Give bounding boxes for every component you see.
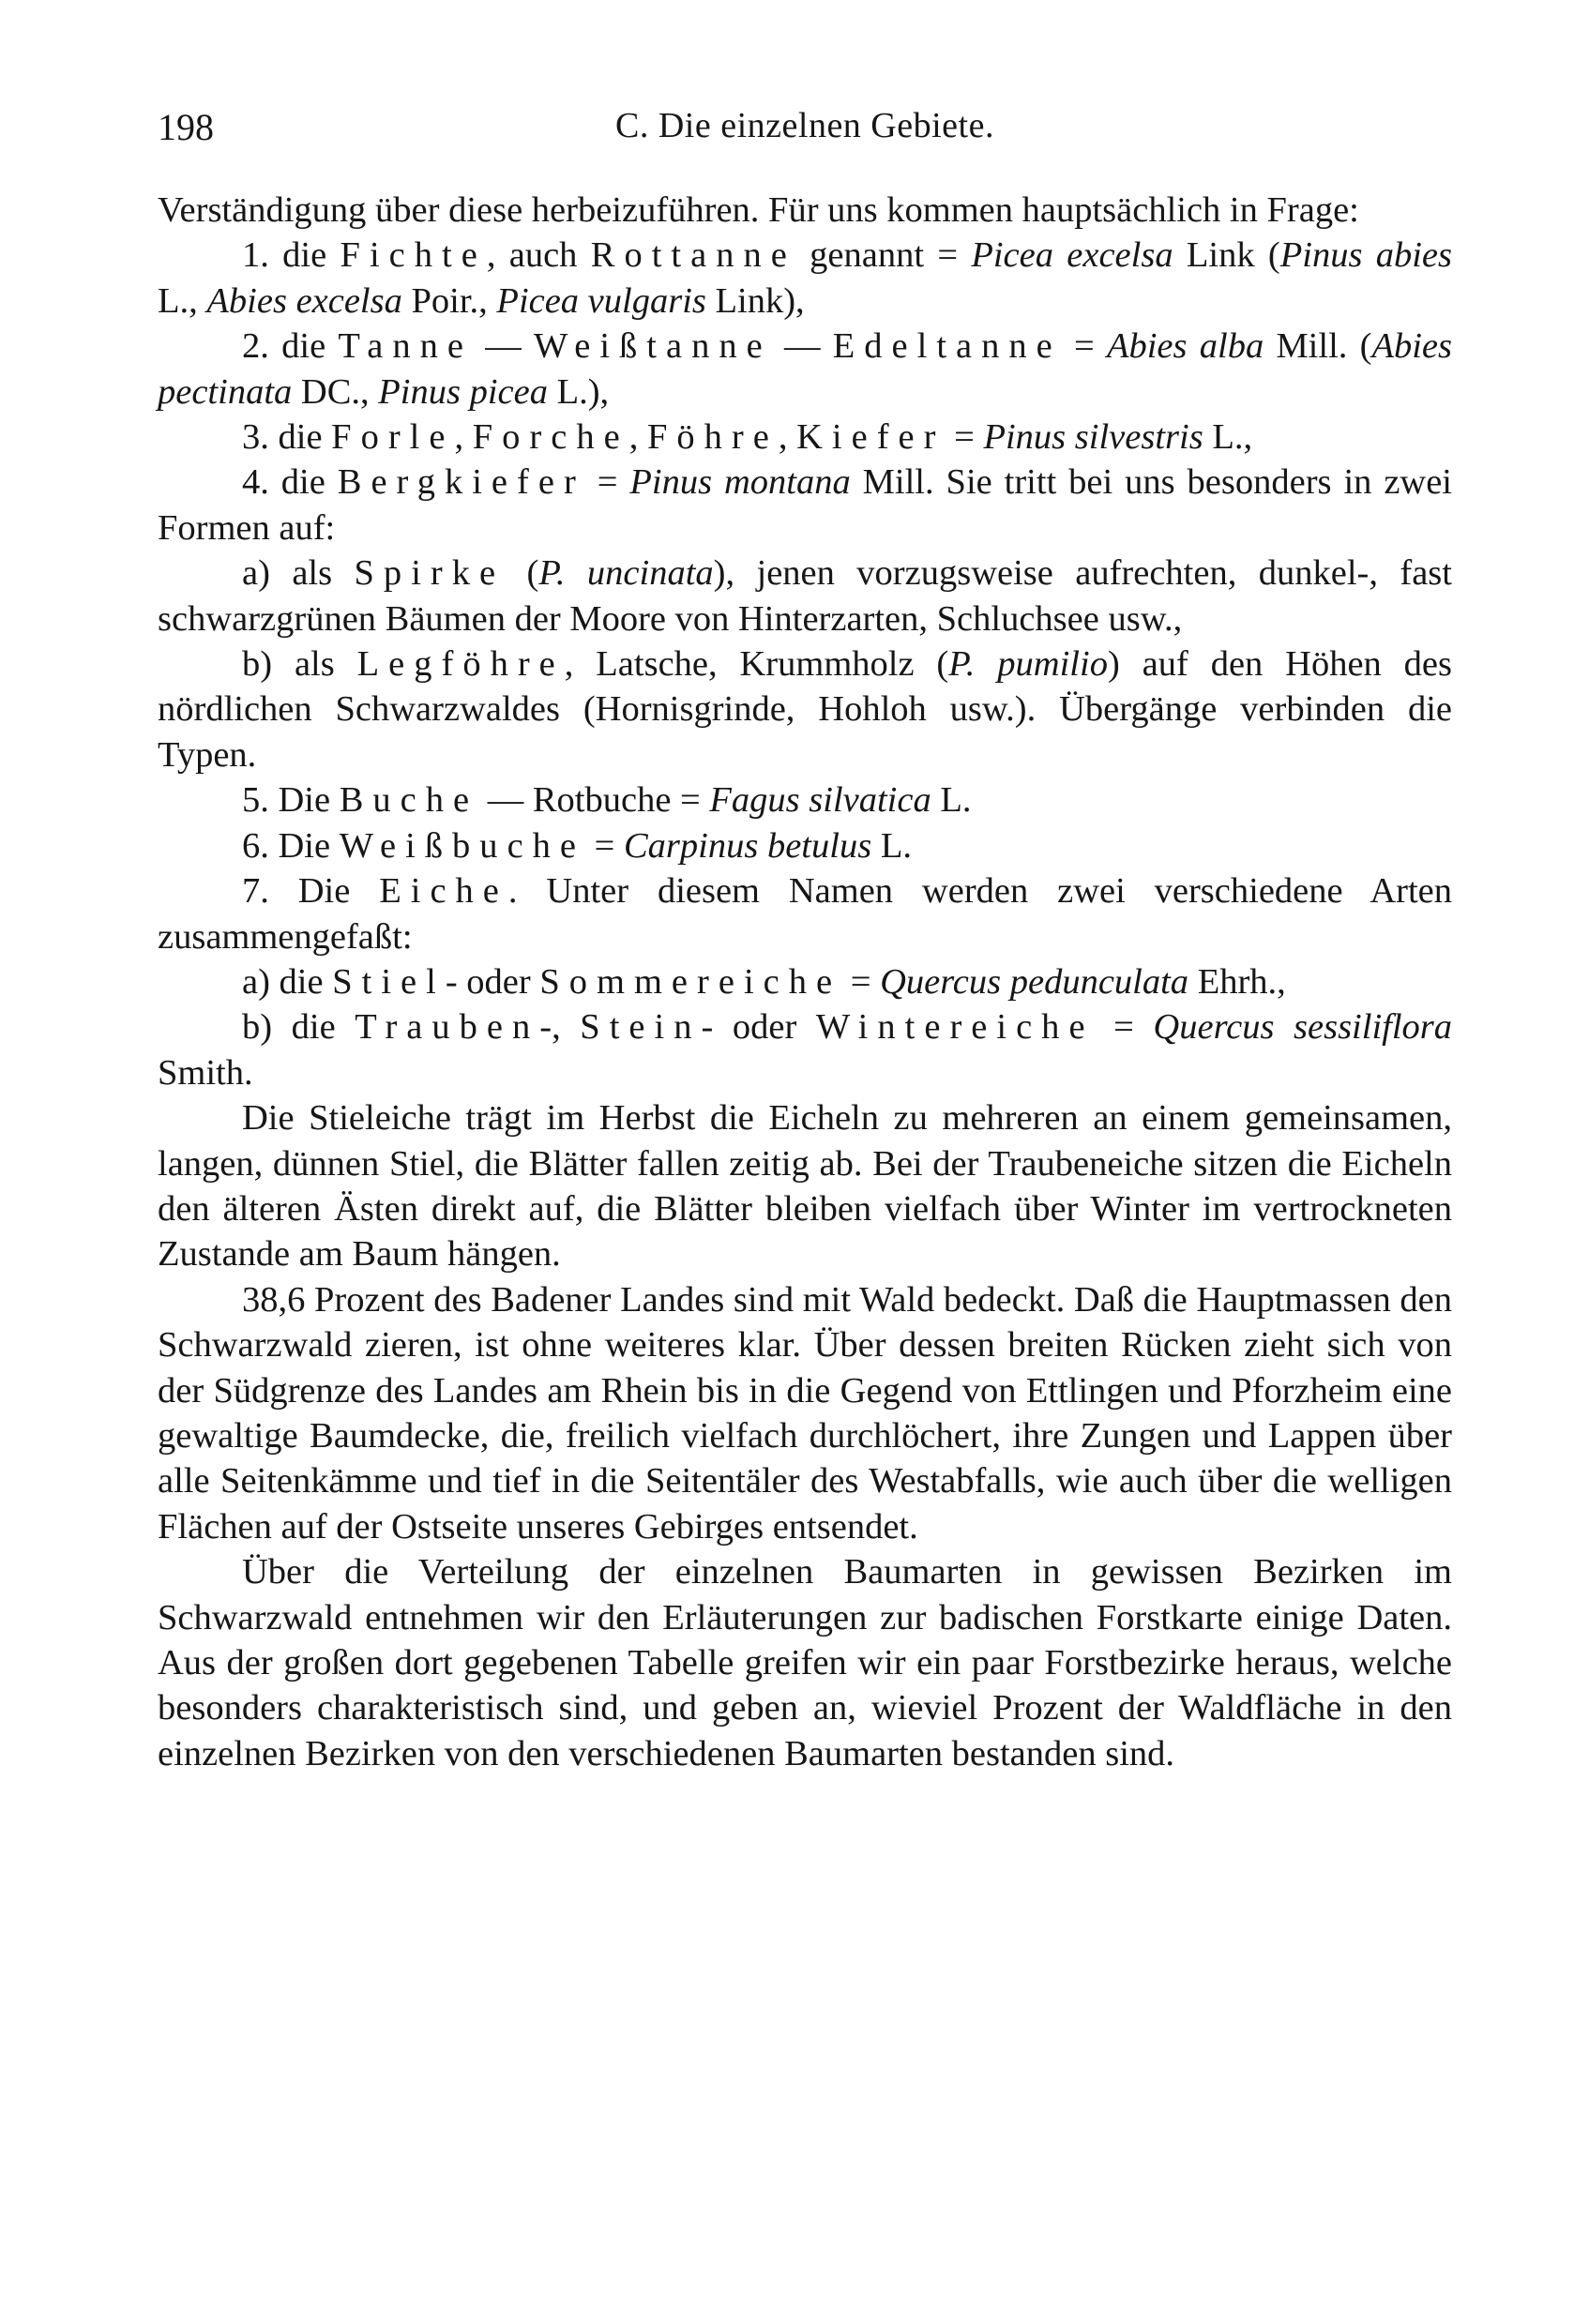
paragraph <box>158 641 1461 777</box>
text-run: — <box>472 326 534 367</box>
text-run: = <box>1061 326 1107 367</box>
spaced-term: Sommereiche <box>539 961 842 1002</box>
text-run: = <box>584 462 630 503</box>
text-run: 5. Die <box>242 780 340 821</box>
body-text <box>158 188 1461 1776</box>
paragraph <box>158 959 1452 1004</box>
paragraph <box>158 324 1461 415</box>
spaced-term: Forche <box>472 417 629 458</box>
spaced-term: Stein <box>580 1007 702 1048</box>
text-run: b) die <box>242 1007 356 1048</box>
spaced-term: Bergkiefer <box>337 462 585 503</box>
text-run: Smith. <box>158 1007 1461 1093</box>
latin-name: Abies pectinata <box>158 326 1461 412</box>
text-run: = <box>585 825 624 866</box>
spaced-term: Spirke <box>354 553 506 594</box>
paragraph <box>158 1549 1461 1776</box>
paragraph <box>158 233 1461 324</box>
latin-name: Abies alba <box>1106 326 1264 367</box>
latin-name: Quercus sessiliflora <box>1153 1007 1453 1048</box>
text-run: 1. die <box>242 235 341 276</box>
text-run: ), jenen vorzugsweise aufrechten, dunkel-, fast schwarzgrünen Bäumen der Moore von Hinterzarten, Schluchsee usw., <box>158 553 1461 639</box>
latin-name: Abies excelsa <box>206 280 402 321</box>
text-run: 38,6 Prozent des Badener Landes sind mit Wald bedeckt. Daß die Hauptmassen den Schwarzwald zieren, ist ohne weiteres klar. Über dessen breiten Rücken zieht sich von der Südgrenze des Landes am Rhein bis in die Gegend von Ettlingen und Pforzheim eine gewaltige Baumdecke, die, freilich vielfach durchlöchert, ihre Zungen und Lappen über alle Seitenkämme und tief in die Seitentäler des Westabfalls, wie auch über die welligen Flächen auf der Ostseite unseres Gebirges entsendet. <box>158 1279 1461 1547</box>
text-run: L.), <box>547 371 610 412</box>
text-run: 6. Die <box>242 825 340 866</box>
text-run: L. <box>871 825 912 866</box>
text-run: a) die <box>242 961 333 1002</box>
text-run: = <box>841 961 881 1002</box>
text-run: - oder <box>445 961 540 1002</box>
spaced-term: Trauben <box>355 1007 540 1048</box>
text-run: Mill. Sie tritt bei uns besonders in zwei Formen auf: <box>158 462 1461 548</box>
text-run: Link), <box>705 280 805 321</box>
text-run: , Latsche, Krummholz ( <box>564 644 949 685</box>
text-run: Mill. ( <box>1264 326 1372 367</box>
paragraph <box>158 777 1452 822</box>
paragraph <box>158 1004 1461 1095</box>
text-run: Verständigung über diese herbeizuführen. Für uns kommen hauptsächlich in Frage: <box>158 190 1359 230</box>
page-header <box>158 105 1452 161</box>
text-run: L., <box>158 235 1461 321</box>
paragraph <box>158 415 1452 460</box>
spaced-term: Tanne <box>338 326 473 367</box>
paragraph <box>158 188 1452 233</box>
text-run: = <box>1094 1007 1154 1048</box>
latin-name: Carpinus betulus <box>624 825 872 866</box>
text-run: 3. die <box>242 417 332 458</box>
text-run: 2. die <box>242 326 339 367</box>
text-run: ) auf den Höhen des nördlichen Schwarzwaldes (Hornisgrinde, Hohloh usw.). Übergänge verbinden die Typen. <box>158 644 1461 775</box>
latin-name: Picea excelsa <box>971 235 1173 276</box>
spaced-term: Forle <box>331 417 455 458</box>
text-run: -, <box>539 1007 581 1048</box>
paragraph <box>158 868 1461 959</box>
text-run: DC., <box>292 371 379 412</box>
text-run: , <box>454 417 473 458</box>
text-run: a) als <box>242 553 355 594</box>
latin-name: Fagus silvatica <box>709 780 931 821</box>
text-run: Ehrh., <box>1188 961 1286 1002</box>
latin-name: P. pumilio <box>948 644 1108 685</box>
paragraph <box>158 823 1452 868</box>
latin-name: Pinus silvestris <box>983 417 1203 458</box>
spaced-term: Wintereiche <box>815 1007 1095 1048</box>
text-run: , auch <box>486 235 591 276</box>
latin-name: Picea vulgaris <box>496 280 706 321</box>
text-run: , <box>628 417 647 458</box>
spaced-term: Legföhre <box>356 644 565 685</box>
spaced-term: Fichte <box>340 235 487 276</box>
text-run: , <box>778 417 797 458</box>
spaced-term: Edeltanne <box>832 326 1062 367</box>
text-run: 4. die <box>242 462 338 503</box>
latin-name: Pinus abies <box>1279 235 1453 276</box>
text-run: Link ( <box>1173 235 1280 276</box>
running-title: C. Die einzelnen Gebiete. <box>615 106 994 145</box>
text-run: = <box>945 417 984 458</box>
text-run: . Unter diesem Namen werden zwei verschiedene Arten zusammengefaßt: <box>158 871 1461 957</box>
spaced-term: Föhre <box>646 417 779 458</box>
spaced-term: Eiche <box>379 871 508 912</box>
text-run: L., <box>1203 417 1253 458</box>
spaced-term: Rottanne <box>590 235 796 276</box>
text-run: ( <box>505 553 539 594</box>
text-run: 7. Die <box>242 871 380 912</box>
paragraph <box>158 1277 1461 1549</box>
text-run: L. <box>931 780 972 821</box>
spaced-term: Buche <box>339 780 479 821</box>
text-run: — Rotbuche = <box>478 780 710 821</box>
latin-name: Quercus pedunculata <box>880 961 1189 1002</box>
latin-name: P. uncinata <box>538 553 714 594</box>
text-run: Über die Verteilung der einzelnen Baumarten in gewissen Bezirken im Schwarzwald entnehmen wir den Erläuterungen zur badischen Forstkarte einige Daten. Aus der großen dort gegebenen Tabelle greifen wir ein paar Forstbezirke heraus, welche besonders charakteristisch sind, und geben an, wieviel Prozent der Waldfläche in den einzelnen Bezirken von den verschiedenen Baumarten bestanden sind. <box>158 1552 1461 1773</box>
paragraph <box>158 551 1461 641</box>
spaced-term: Kiefer <box>796 417 946 458</box>
page-number: 198 <box>158 106 214 148</box>
spaced-term: Weißbuche <box>339 825 586 866</box>
text-run: Poir., <box>401 280 497 321</box>
text-run: - oder <box>701 1007 816 1048</box>
spaced-term: Stiel <box>332 961 446 1002</box>
spaced-term: Weißtanne <box>533 326 772 367</box>
paragraph <box>158 1095 1461 1277</box>
text-run: Die Stieleiche trägt im Herbst die Eicheln zu mehreren an einem gemeinsamen, langen, dünnen Stiel, die Blätter fallen zeitig ab. Bei der Traubeneiche sitzen die Eicheln den älteren Ästen direkt auf, die Blätter bleiben vielfach über Winter im vertrockneten Zustande am Baum hängen. <box>158 1098 1461 1275</box>
text-run: genannt = <box>795 235 972 276</box>
text-run: — <box>771 326 833 367</box>
paragraph <box>158 460 1461 551</box>
latin-name: Pinus montana <box>629 462 851 503</box>
latin-name: Pinus picea <box>378 371 548 412</box>
text-run: b) als <box>242 644 357 685</box>
